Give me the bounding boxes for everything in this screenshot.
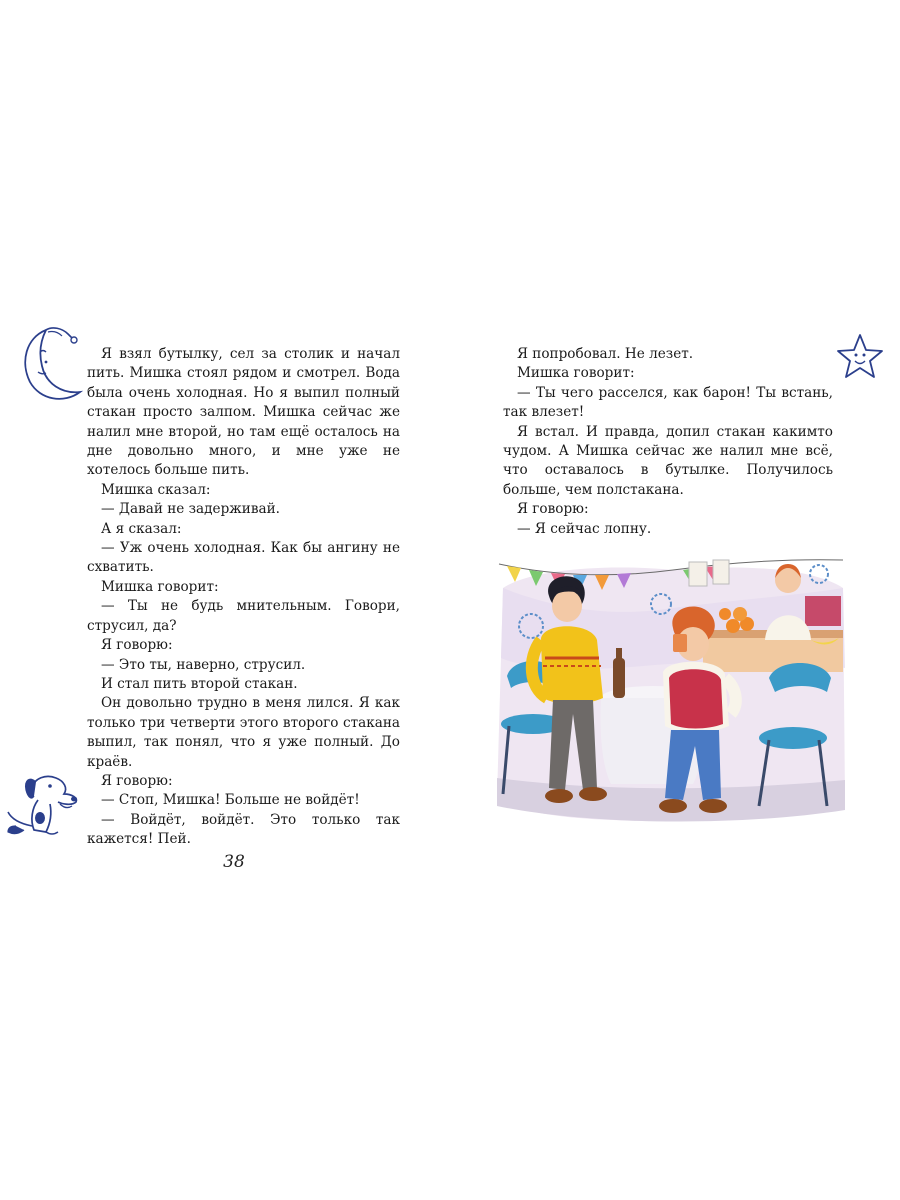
page-number: 38 [223,852,245,872]
paragraph: И стал пить второй стакан. [101,675,298,692]
paragraph: Я говорю: [101,637,173,654]
paragraph: Я взял бутылку, сел за столик и начал пить. Мишка стоял рядом и смотрел. Вода была очень холодная. Но я выпил полный стакан просто залпом. Мишка сейчас же налил мне второй, но там ещё осталось на дне довольно много, и мне уже не хотелось больше пить. [87,346,400,479]
dog-icon [2,768,84,840]
crescent-moon-icon [16,322,88,404]
left-page-text [87,345,400,850]
right-page-text [503,345,833,539]
paragraph: Мишка сказал: [101,481,211,498]
paragraph: Я говорю: [101,772,173,789]
paragraph: Я попробовал. Не лезет. [517,346,694,362]
paragraph: — Ты чего расселся, как барон! Ты встань, так влезет! [503,384,833,421]
paragraph: Мишка говорит: [101,578,219,595]
paragraph: — Я сейчас лопну. [517,520,652,537]
paragraph: — Это ты, наверно, струсил. [101,656,306,673]
smiling-star-icon [832,330,888,386]
paragraph: — Давай не задерживай. [101,501,280,518]
paragraph: — Уж очень холодная. Как бы ангину не схватить. [87,540,400,576]
paragraph: Он довольно трудно в меня лился. Я как только три четверти этого второго стакана выпил, так понял, что я уже полный. До краёв. [87,695,400,770]
paragraph: — Ты не будь мнительным. Говори, струсил, да? [87,598,400,634]
paragraph: — Стоп, Мишка! Больше не войдёт! [101,792,360,809]
paragraph: Я встал. И правда, допил стакан какимто чудом. А Мишка сейчас же налил мне всё, что оставалось в бутылке. Получилось больше, чем полстакана. [503,423,833,498]
paragraph: Мишка говорит: [517,365,635,382]
paragraph: А я сказал: [101,520,182,537]
paragraph: Я говорю: [517,501,589,518]
paragraph: — Войдёт, войдёт. Это только так кажется! Пей. [87,811,400,848]
two-boys-at-cafe-illustration [493,548,848,838]
